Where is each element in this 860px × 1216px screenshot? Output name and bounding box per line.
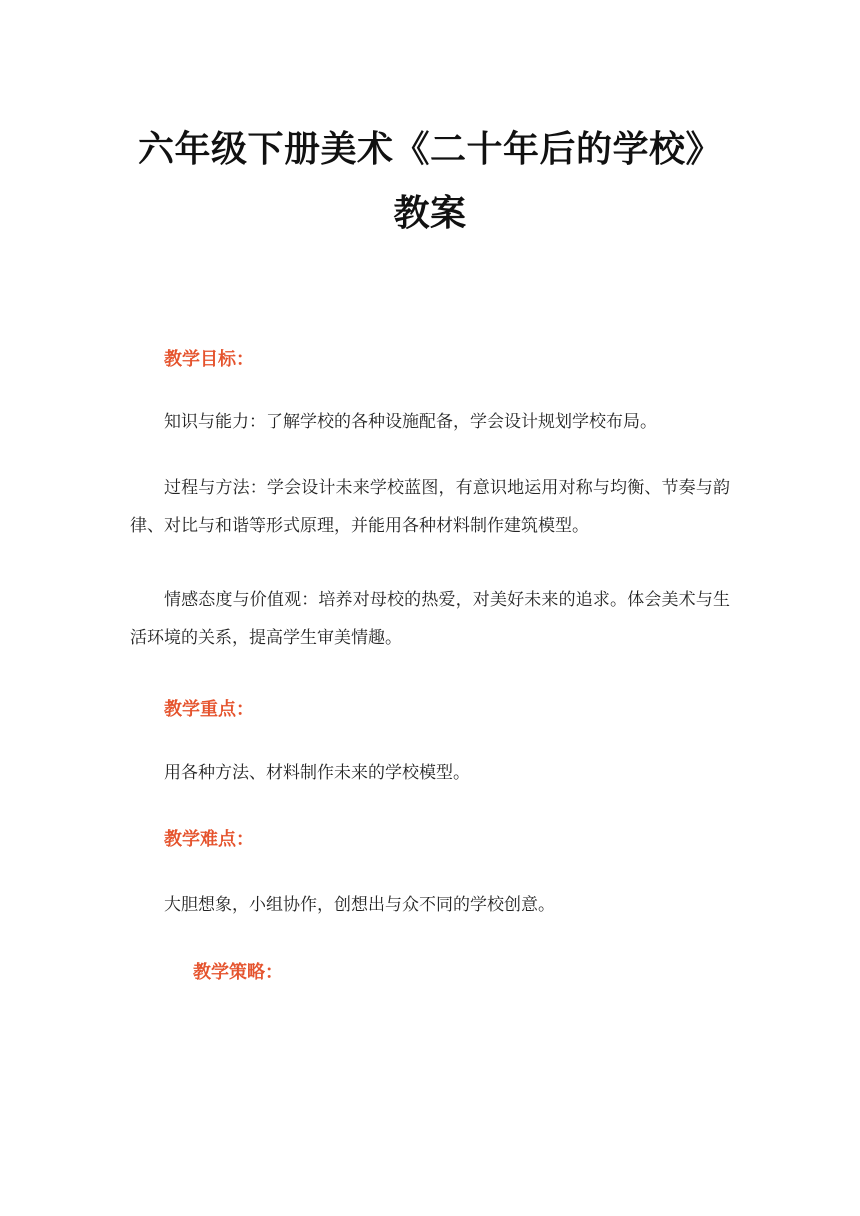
document-title: 六年级下册美术《二十年后的学校》教案 <box>137 129 722 234</box>
objectives-heading: 教学目标： <box>164 349 254 370</box>
difficulties-text: 大胆想象，小组协作，创想出与众不同的学校创意。 <box>164 895 555 915</box>
key-points-text: 用各种方法、材料制作未来的学校模型。 <box>164 763 470 783</box>
key-points-heading: 教学重点： <box>164 699 254 720</box>
objective-process: 过程与方法：学会设计未来学校蓝图，有意识地运用对称与均衡、节奏与韵律、对比与和谐等形式原理，并能用各种材料制作建筑模型。 <box>130 478 730 536</box>
difficulties-heading: 教学难点： <box>164 829 254 850</box>
strategy-heading: 教学策略： <box>193 962 283 983</box>
objective-emotion: 情感态度与价值观：培养对母校的热爱，对美好未来的追求。体会美术与生活环境的关系，提高学生审美情趣。 <box>130 590 730 648</box>
objective-knowledge: 知识与能力：了解学校的各种设施配备，学会设计规划学校布局。 <box>164 412 657 432</box>
